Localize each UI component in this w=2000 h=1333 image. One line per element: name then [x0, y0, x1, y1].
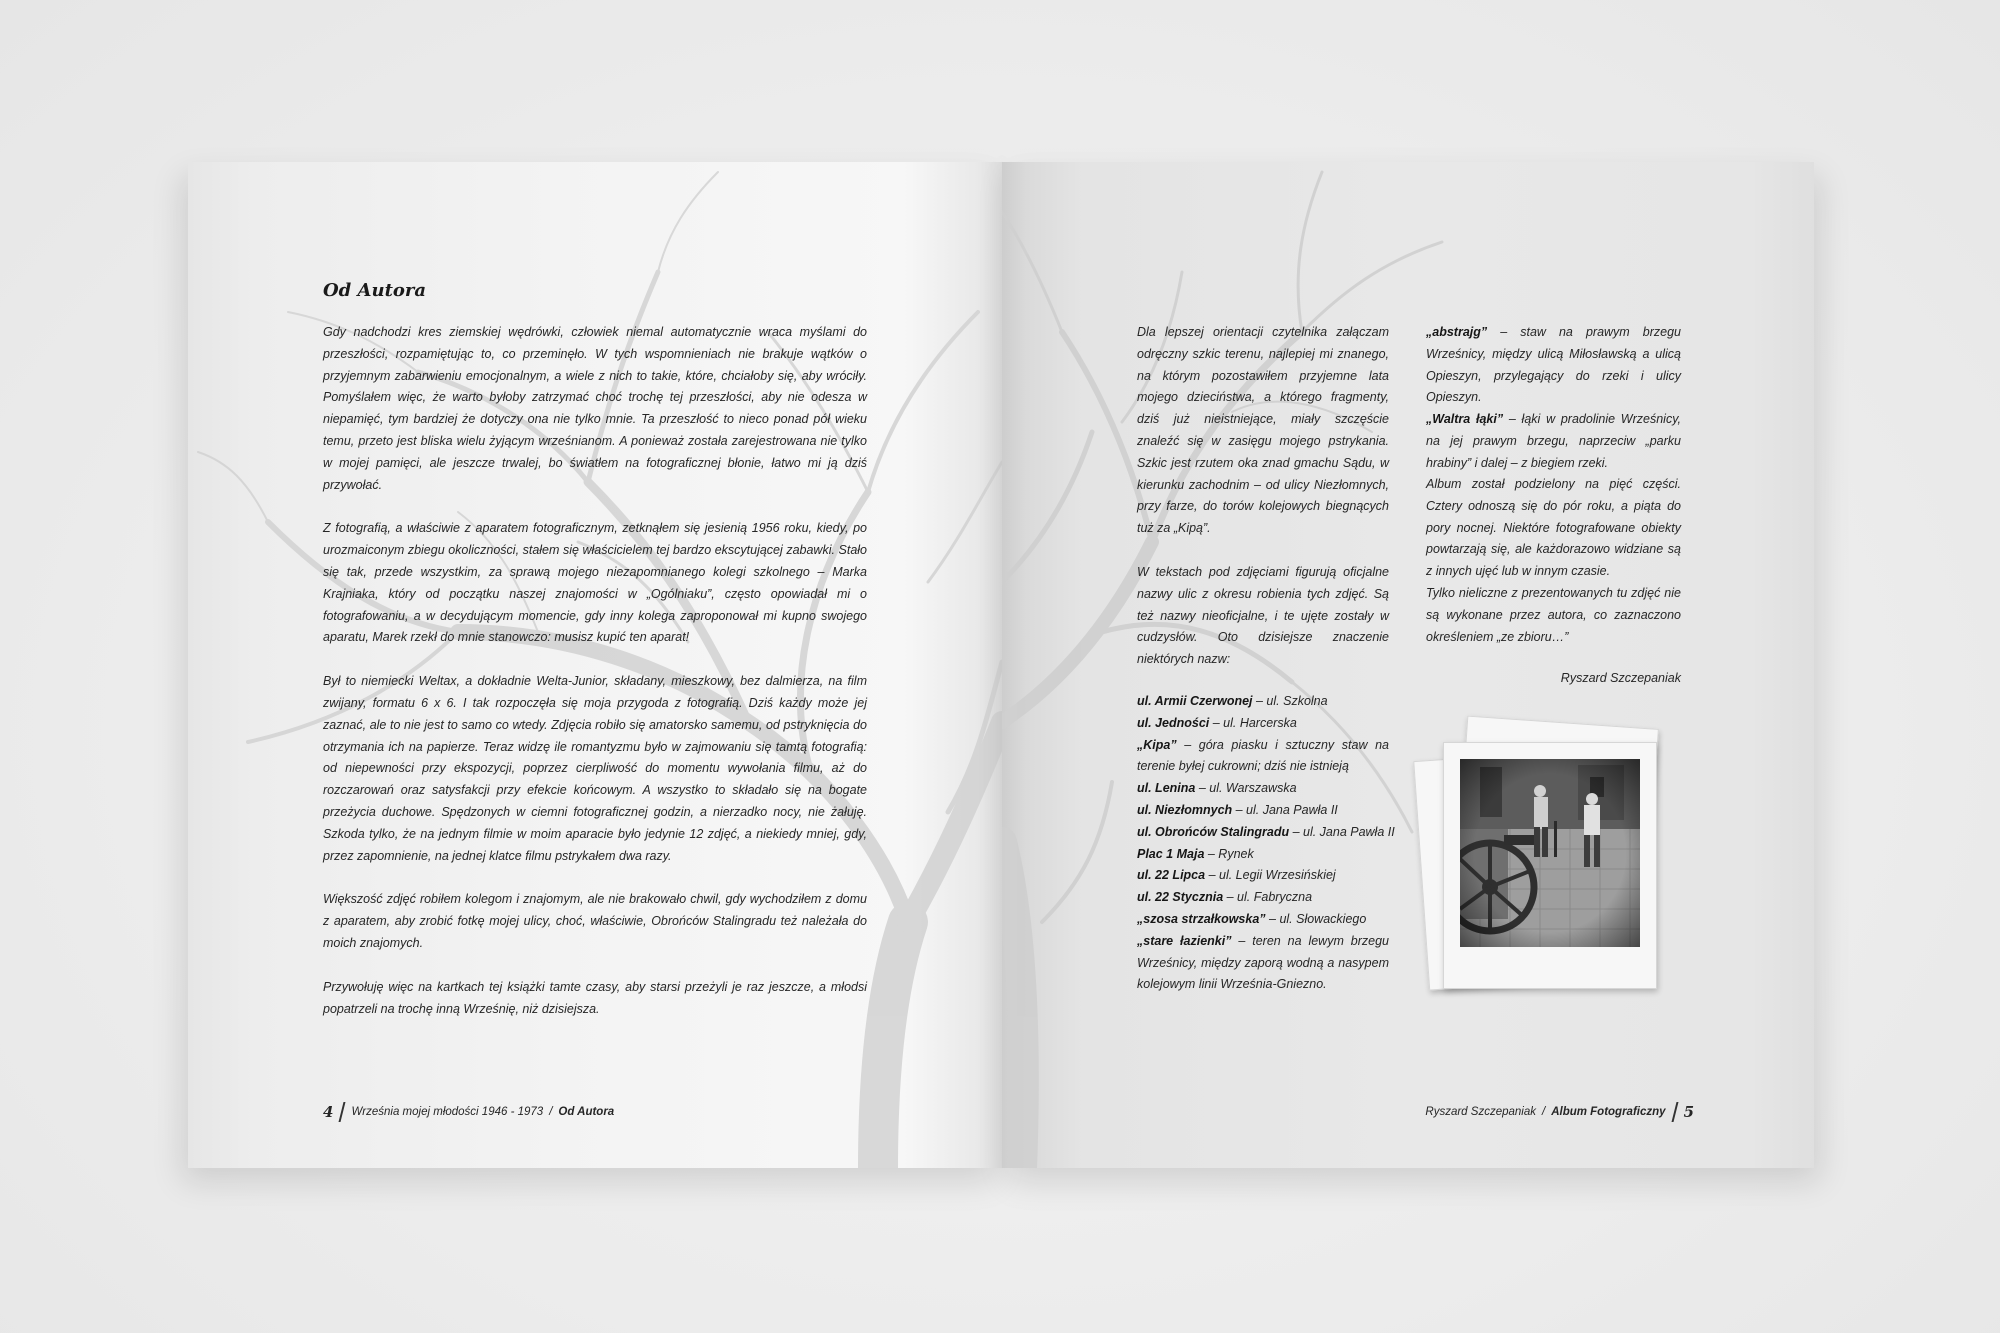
footer-divider: /	[549, 1106, 553, 1118]
list-item: ul. Lenina – ul. Warszawska	[1137, 781, 1297, 796]
list-item: „stare łazienki” – teren na lewym brzegu Wrześnicy, między zaporą wodną a nasypem kolejowym linii Września-Gniezno.	[1137, 933, 1389, 992]
footer-author: Ryszard Szczepaniak	[1425, 1106, 1536, 1118]
right-col1-text	[1137, 322, 1389, 671]
paragraph: Album został podzielony na pięć części. Cztery odnoszą się do pór roku, a piąta do pory nocnej. Niektóre fotografowane obiekty powtarzają się, ale każdorazowo widziane są z innych ujęć lub w innym czasie.	[1426, 477, 1681, 579]
list-item: „Waltra łąki” – łąki w pradolinie Wrześnicy, na jej prawym brzegu, naprzeciw „parku hrabiny” i dalej – z biegiem rzeki.	[1426, 412, 1681, 470]
street-list-col2	[1426, 322, 1681, 475]
left-footer	[323, 1102, 614, 1122]
street-list	[1137, 691, 1395, 996]
footer-divider: /	[1541, 1106, 1546, 1118]
paragraph: Był to niemiecki Weltax, a dokładnie Welta-Junior, składany, mieszkowy, bez dalmierza, na film zwijany, formatu 6 x 6. I tak rozpoczęła się moja przygoda z fotografią. Dziś każdy może jej zaznać, ale to nie jest to samo co wtedy. Zdjęcia robiło się amatorsko samemu, od pstryknięcia do otrzymania ich na papierze. Teraz widzę ile romantyzmu było w zajmowaniu się tamtą fotografią: od niepewności przy ekspozycji, poprzez cierpliwość do momentu wywołania filmu, aż do rozczarowań oraz satysfakcji przy efekcie końcowym. A wszystko to składało się na bogate przeżycia duchowe. Spędzonych w ciemni fotograficznej godzin, a nierzadko nocy, nie żałuję. Szkoda tylko, że na jednym filmie w moim aparacie było jedynie 12 zdjęć, a niekiedy mniej, gdy, przez zapomnienie, na jednej klatce filmu pstrykałem dwa razy.	[323, 674, 867, 863]
paragraph: Dla lepszej orientacji czytelnika załączam odręczny szkic terenu, najlepiej mi znanego, na którym pozostawiłem przyjemne lata mojego dzieciństwa, a którego fragmenty, dziś już nieistniejące, miały szczęście znaleźć się w zasięgu mojego pstrykania. Szkic jest rzutem oka znad gmachu Sądu, w kierunku zachodnim – od ulicy Niezłomnych, przy farze, do torów kolejowych biegnących tuż za „Kipą”.	[1137, 325, 1389, 536]
left-page	[188, 162, 1002, 1168]
list-item: ul. 22 Lipca – ul. Legii Wrzesińskiej	[1137, 868, 1336, 883]
right-footer	[1425, 1102, 1694, 1122]
footer-bar	[1671, 1102, 1678, 1122]
vintage-photo-image	[1460, 759, 1640, 947]
list-item: „szosa strzałkowska” – ul. Słowackiego	[1137, 911, 1367, 926]
list-item: ul. 22 Stycznia – ul. Fabryczna	[1137, 890, 1313, 905]
list-item: Plac 1 Maja – Rynek	[1137, 846, 1254, 861]
right-col2-text	[1426, 474, 1681, 648]
page-heading: Od Autora	[323, 280, 427, 301]
list-item: ul. Niezłomnych – ul. Jana Pawła II	[1137, 802, 1338, 817]
page-number: 4	[323, 1103, 334, 1121]
list-item: „abstrajg” – staw na prawym brzegu Wrześnicy, między ulicą Miłosławską a ulicą Opieszyn, przylegający do rzeki i ulicy Opieszyn.	[1426, 325, 1681, 405]
left-body-text	[323, 322, 867, 1020]
list-item: ul. Jedności – ul. Harcerska	[1137, 715, 1297, 730]
paragraph: Przywołuję więc na kartkach tej książki tamte czasy, aby starsi przeżyli je raz jeszcze, a młodsi popatrzeli na trochę inną Wrześnię, niż dzisiejsza.	[323, 979, 867, 1016]
footer-bar	[339, 1102, 346, 1122]
list-item: „Kipa” – góra piasku i sztuczny staw na terenie byłej cukrowni; dziś nie istnieją	[1137, 737, 1389, 774]
paragraph: Większość zdjęć robiłem kolegom i znajomym, ale nie brakowało chwil, gdy wychodziłem z domu z aparatem, aby zrobić fotkę mojej ulicy, choć, właściwie, Obrońców Stalingradu też należała do moich znajomych.	[323, 892, 867, 950]
paragraph: Gdy nadchodzi kres ziemskiej wędrówki, człowiek niemal automatycznie wraca myślami do przeszłości, rozpamiętując to, co przeminęło. W tych wspomnieniach nie brakuje wątków o przyjemnym zabarwieniu emocjonalnym, a wiele z nich to takie, które, chciałoby się, aby wróciły. Pomyślałem więc, że warto byłoby zatrzymać choć trochę tej przeszłości, aby nie odesza w niepamięć, tym bardziej że dotyczy ona nie tylko mnie. Ta przeszłość to nieco ponad pół wieku temu, przeto jest bliska wielu żyjącym wrześnianom. A ponieważ została zarejestrowana nie tylko w mojej pamięci, ale jeszcze trwalej, bo światłem na fotograficznej błonie, łatwo mi ją dziś przywołać.	[323, 325, 867, 492]
polaroid-front	[1443, 742, 1657, 989]
paragraph: W tekstach pod zdjęciami figurują oficjalne nazwy ulic z okresu robienia tych zdjęć. Są też nazwy nieoficjalne, i te ujęte zostały w cudzysłów. Oto dzisiejsze znaczenie niektórych nazw:	[1137, 564, 1389, 667]
paragraph: Z fotografią, a właściwie z aparatem fotograficznym, zetknąłem się jesienią 1956 roku, kiedy, po urozmaiconym zbiegu okoliczności, stałem się właścicielem tej bardzo ekscytującej zabawki. Stało się tak, przede wszystkim, za sprawą mojego niezapomnianego kolegi szkolnego – Marka Krajniaka, który od początku naszej znajomości w „Ogólniaku”, często opowiadał mi o fotografowaniu, a w decydującym momencie, gdy inny kolega zaproponował mi kupno swojego aparatu, Marek rzekł do mnie stanowczo: musisz kupić ten aparat!	[323, 521, 867, 645]
footer-album-title: Album Fotograficzny	[1551, 1106, 1666, 1118]
right-page	[1002, 162, 1814, 1168]
list-item: ul. Armii Czerwonej – ul. Szkolna	[1137, 694, 1328, 708]
author-signature: Ryszard Szczepaniak	[1560, 671, 1681, 685]
tree-background-right	[1002, 162, 1814, 1168]
list-item: ul. Obrońców Stalingradu – ul. Jana Pawła II	[1137, 824, 1395, 839]
paragraph: Tylko nieliczne z prezentowanych tu zdjęć nie są wykonane przez autora, co zaznaczono określeniem „ze zbioru…”	[1426, 585, 1681, 644]
photo-stack	[1413, 720, 1693, 1010]
page-number: 5	[1683, 1103, 1694, 1121]
footer-section: Od Autora	[558, 1106, 615, 1118]
footer-book-title: Września mojej młodości 1946 - 1973	[351, 1106, 544, 1118]
